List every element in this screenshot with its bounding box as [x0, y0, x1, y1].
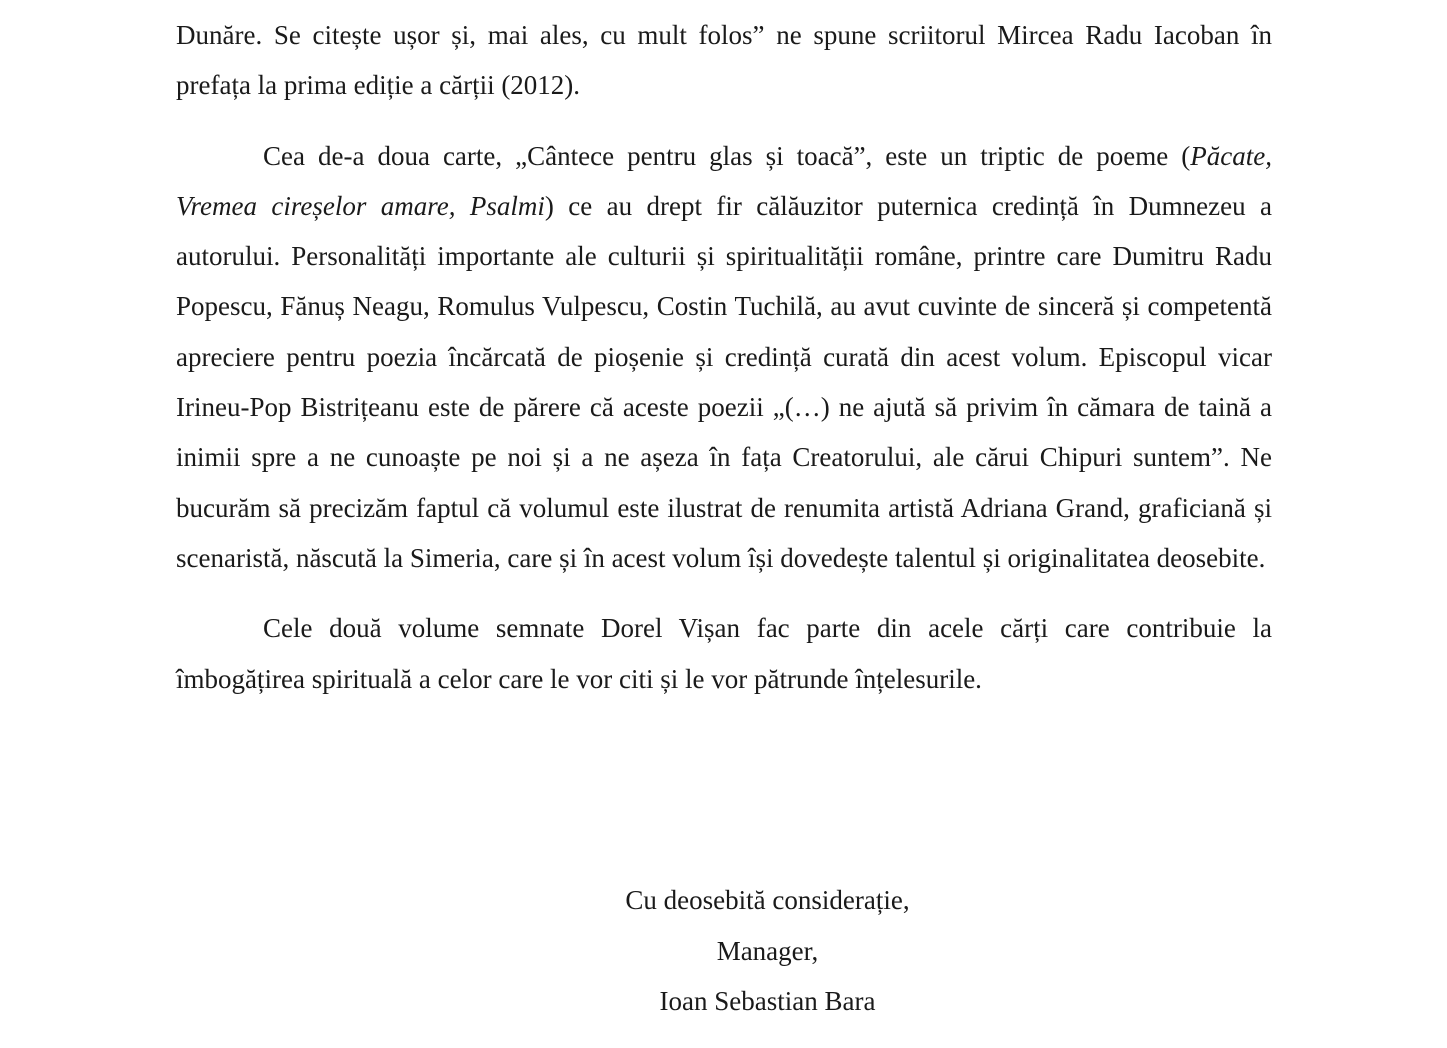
signer-name: Ioan Sebastian Bara: [659, 986, 876, 1016]
signer-role: Manager,: [716, 935, 819, 966]
signature-block: [560, 875, 975, 1027]
paragraph-conclusion: [176, 603, 1272, 704]
document-body: [176, 10, 1272, 704]
closing-formula: Cu deosebită considerație,: [625, 885, 910, 915]
paragraph-text: Cele două volume semnate Dorel Vișan fac parte din acele cărți care contribuie la îmbogățirea spirituală a celor care le vor citi și le vor pătrunde înțelesurile.: [176, 613, 1272, 694]
paragraph-lead-text: Cea de-a doua carte, „Cântece pentru glas și toacă”, este un triptic de poeme (: [263, 140, 1191, 171]
poem-titles-italic: Păcate, Vremea cireșelor amare, Psalmi: [176, 140, 1272, 221]
paragraph-second-book: [176, 131, 1272, 584]
paragraph-rest-text: ) ce au drept fir călăuzitor puternica credință în Dumnezeu a autorului. Personalități importante ale culturii și spiritualității române, printre care Dumitru Radu Popescu, Fănuș Neagu, Romulus Vulpescu, Costin Tuchilă, au avut cuvinte de sinceră și competentă apreciere pentru poezia încărcată de pioșenie și credință curată din acest volum. Episcopul vicar Irineu-Pop Bistrițeanu este de părere că aceste poezii „(…) ne ajută să privim în cămara de taină a inimii spre a ne cunoaște pe noi și a ne așeza în fața Creatorului, ale cărui Chipuri suntem”. Ne bucurăm să precizăm faptul că volumul este ilustrat de renumita artistă Adriana Grand, graficiană și scenaristă, născută la Simeria, care și în acest volum își dovedește talentul și originalitatea deosebite.: [176, 190, 1272, 573]
paragraph-text: Dunăre. Se citește ușor și, mai ales, cu mult folos” ne spune scriitorul Mircea Radu Iacoban în prefața la prima ediție a cărții (2012).: [176, 20, 1272, 101]
paragraph-continuation: [176, 10, 1272, 111]
